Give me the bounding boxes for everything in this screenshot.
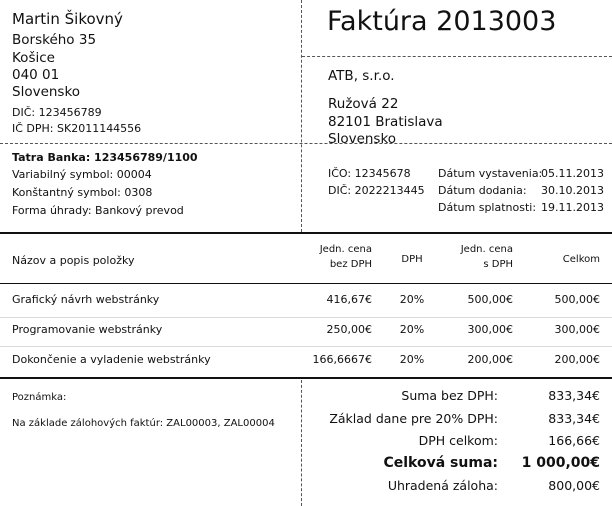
notes-text: Na základe zálohových faktúr: ZAL00003, ZAL00004 — [12, 418, 275, 429]
row-price: 166,6667€ — [312, 353, 372, 366]
summary-tax-base-value: 833,34€ — [548, 411, 600, 426]
customer-dic: DIČ: 2022213445 — [328, 184, 425, 197]
col-header-vat: DPH — [401, 254, 423, 265]
customer-name: ATB, s.r.o. — [328, 68, 395, 84]
invoice-title: Faktúra 2013003 — [327, 6, 557, 37]
supplier-city: Košice — [12, 50, 55, 66]
col-header-unit-price-vat-sub: s DPH — [483, 259, 513, 270]
table-header-rule — [0, 283, 612, 284]
summary-tax-base-label: Základ dane pre 20% DPH: — [329, 411, 498, 426]
row-price: 250,00€ — [326, 323, 372, 336]
summary-total-value: 1 000,00€ — [521, 455, 600, 471]
col-header-unit-price-vat: Jedn. cena — [460, 244, 513, 255]
row-vat: 20% — [399, 353, 425, 366]
customer-city: 82101 Bratislava — [328, 114, 443, 130]
supplier-street: Borského 35 — [12, 32, 97, 48]
row-divider — [0, 346, 612, 347]
summary-vat-value: 166,66€ — [548, 433, 600, 448]
row-vat: 20% — [399, 323, 425, 336]
supplier-country: Slovensko — [12, 84, 81, 100]
customer-street: Ružová 22 — [328, 96, 399, 112]
row-total: 300,00€ — [554, 323, 600, 336]
row-divider — [0, 317, 612, 318]
row-total: 500,00€ — [554, 293, 600, 306]
supplier-name: Martin Šikovný — [12, 10, 123, 28]
header-vertical-divider — [301, 0, 302, 232]
supplier-dic: DIČ: 123456789 — [12, 106, 102, 119]
payment-method: Forma úhrady: Bankový prevod — [12, 204, 184, 217]
row-name: Programovanie webstránky — [12, 323, 163, 336]
customer-country: Slovensko — [328, 131, 397, 147]
table-top-rule — [0, 232, 612, 234]
date-due-label: Dátum splatnosti: — [438, 201, 537, 214]
date-due-value: 19.11.2013 — [541, 201, 604, 214]
row-price: 416,67€ — [326, 293, 372, 306]
summary-subtotal-label: Suma bez DPH: — [401, 388, 498, 403]
date-issued-value: 05.11.2013 — [541, 167, 604, 180]
title-divider — [302, 56, 612, 57]
row-name: Dokončenie a vyladenie webstránky — [12, 353, 211, 366]
summary-total-label: Celková suma: — [383, 455, 498, 471]
row-price-vat: 500,00€ — [467, 293, 513, 306]
customer-ico: IČO: 12345678 — [328, 167, 411, 180]
date-issued-label: Dátum vystavenia: — [438, 167, 543, 180]
date-delivery-value: 30.10.2013 — [541, 184, 604, 197]
variable-symbol: Variabilný symbol: 00004 — [12, 168, 152, 181]
bank-account: Tatra Banka: 123456789/1100 — [12, 151, 198, 164]
section-divider — [0, 143, 612, 144]
col-header-unit-price: Jedn. cena — [319, 244, 372, 255]
supplier-zip: 040 01 — [12, 67, 60, 83]
supplier-icdph: IČ DPH: SK2011144556 — [12, 122, 142, 135]
row-total: 200,00€ — [554, 353, 600, 366]
summary-vat-label: DPH celkom: — [418, 433, 498, 448]
summary-deposit-value: 800,00€ — [548, 478, 600, 493]
row-vat: 20% — [399, 293, 425, 306]
constant-symbol: Konštantný symbol: 0308 — [12, 186, 153, 199]
summary-deposit-label: Uhradená záloha: — [387, 478, 498, 493]
row-price-vat: 300,00€ — [467, 323, 513, 336]
notes-label: Poznámka: — [12, 392, 67, 403]
col-header-total: Celkom — [562, 254, 600, 265]
row-name: Grafický návrh webstránky — [12, 293, 160, 306]
row-price-vat: 200,00€ — [467, 353, 513, 366]
date-delivery-label: Dátum dodania: — [438, 184, 527, 197]
summary-subtotal-value: 833,34€ — [548, 388, 600, 403]
col-header-unit-price-sub: bez DPH — [329, 259, 372, 270]
col-header-name: Názov a popis položky — [12, 254, 135, 267]
table-bottom-rule — [0, 377, 612, 379]
